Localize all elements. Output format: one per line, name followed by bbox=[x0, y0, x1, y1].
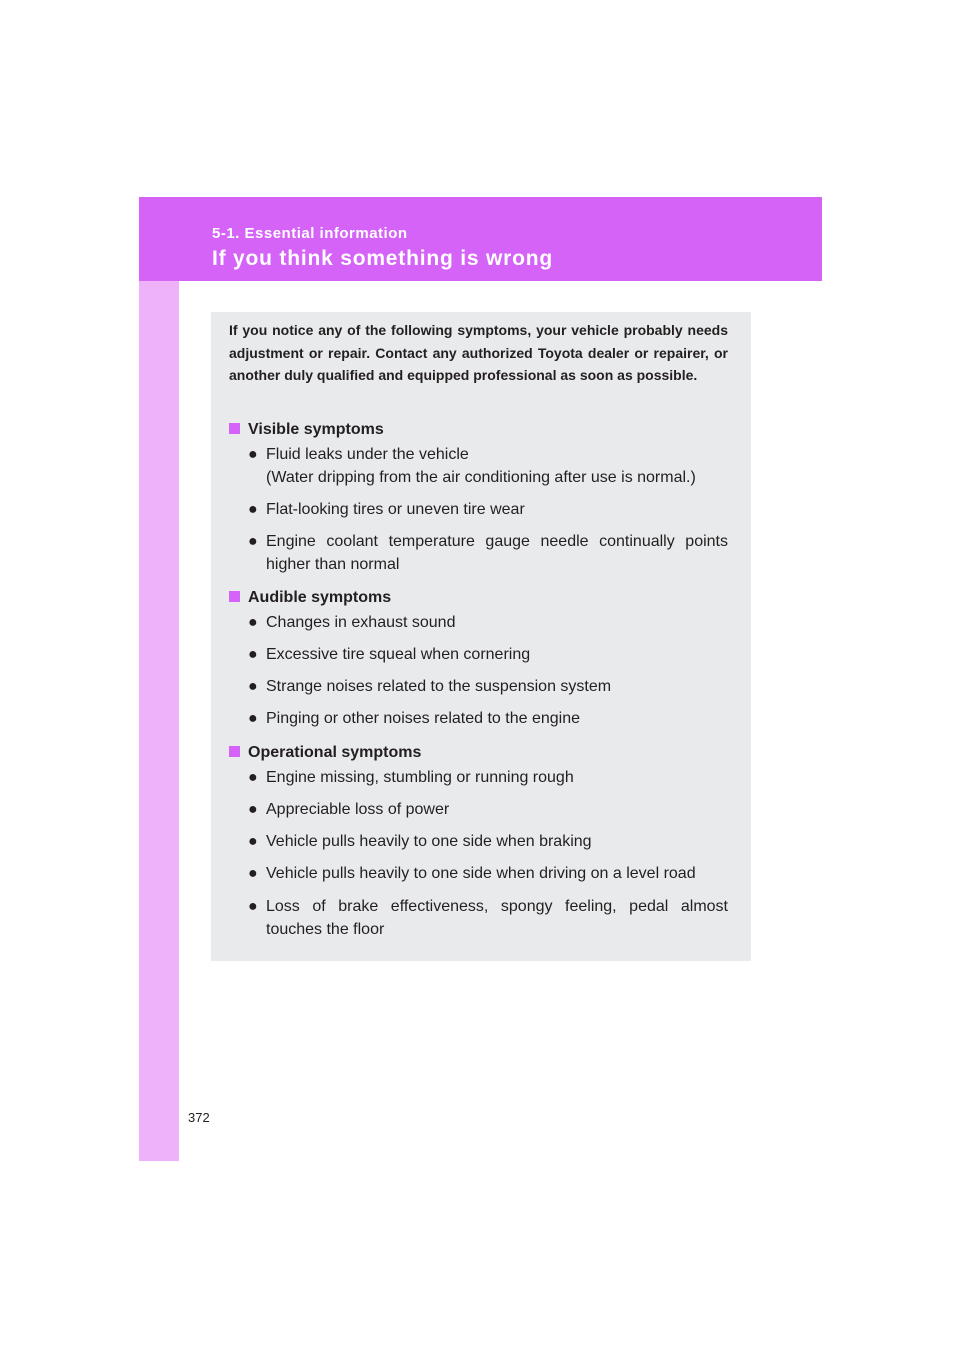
intro-paragraph: If you notice any of the following symptoms, your vehicle probably needs adjustment or repair. Contact any authorized Toyota dealer or repairer, or another duly qualified and equipped professional as soon as possible. bbox=[229, 322, 728, 384]
symptoms-box bbox=[211, 312, 751, 961]
side-strip bbox=[139, 281, 179, 1161]
square-bullet-icon bbox=[229, 591, 240, 602]
bullet-icon: ● bbox=[248, 501, 258, 518]
group-heading-operational: Operational symptoms bbox=[229, 743, 421, 763]
list-item: ● Fluid leaks under the vehicle (Water dripping from the air conditioning after use is normal.) bbox=[248, 446, 696, 486]
bullet-icon: ● bbox=[248, 865, 258, 882]
bullet-icon: ● bbox=[248, 833, 258, 850]
square-bullet-icon bbox=[229, 423, 240, 434]
list-item: ● Changes in exhaust sound bbox=[248, 612, 728, 635]
group-heading-audible: Audible symptoms bbox=[229, 588, 391, 608]
bullet-icon: ● bbox=[248, 614, 258, 631]
bullet-icon: ● bbox=[248, 769, 258, 786]
section-label: 5-1. Essential information bbox=[212, 225, 408, 242]
list-item: ● Strange noises related to the suspension system bbox=[248, 676, 728, 699]
bullet-icon: ● bbox=[248, 533, 258, 550]
square-bullet-icon bbox=[229, 746, 240, 757]
chapter-header bbox=[139, 197, 822, 281]
bullet-icon: ● bbox=[248, 678, 258, 695]
bullet-icon: ● bbox=[248, 446, 258, 463]
list-item: ● Appreciable loss of power bbox=[248, 799, 728, 822]
list-item: ● Vehicle pulls heavily to one side when driving on a level road bbox=[248, 863, 728, 886]
bullet-icon: ● bbox=[248, 646, 258, 663]
list-item: ● Vehicle pulls heavily to one side when braking bbox=[248, 831, 728, 854]
list-item: ● Flat-looking tires or uneven tire wear bbox=[248, 499, 728, 522]
bullet-icon: ● bbox=[248, 710, 258, 727]
group-heading-visible: Visible symptoms bbox=[229, 420, 384, 440]
list-item: ● Loss of brake effectiveness, spongy feeling, pedal almost touches the floor bbox=[248, 898, 728, 938]
list-item: ● Excessive tire squeal when cornering bbox=[248, 644, 728, 667]
list-item: ● Engine missing, stumbling or running rough bbox=[248, 767, 728, 790]
list-item: ● Pinging or other noises related to the engine bbox=[248, 708, 728, 731]
page-title: If you think something is wrong bbox=[212, 247, 553, 270]
bullet-icon: ● bbox=[248, 898, 258, 915]
list-item: ● Engine coolant temperature gauge needle continually points higher than normal bbox=[248, 533, 728, 573]
page-number: 372 bbox=[188, 1110, 210, 1125]
bullet-icon: ● bbox=[248, 801, 258, 818]
